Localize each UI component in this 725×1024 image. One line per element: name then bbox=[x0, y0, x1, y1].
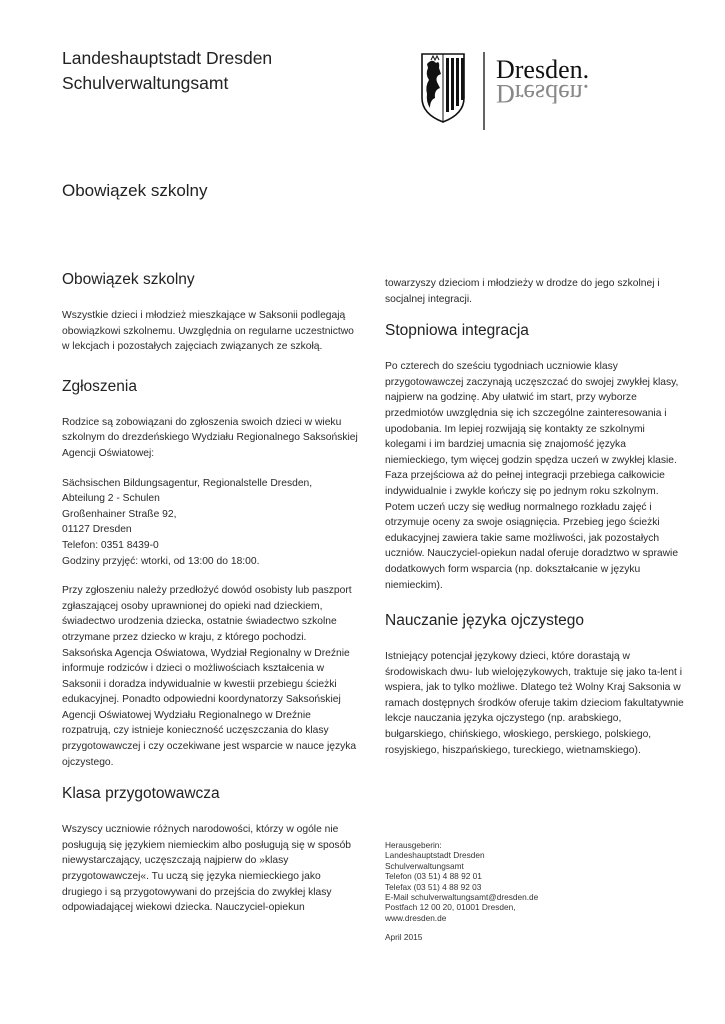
document-title: Obowiązek szkolny bbox=[62, 181, 208, 200]
address-line: Telefon: 0351 8439-0 bbox=[62, 539, 159, 551]
section-heading-klasa: Klasa przygotowawcza bbox=[62, 785, 220, 803]
address-line: Godziny przyjęć: wtorki, od 13:00 do 18:00. bbox=[62, 555, 260, 567]
paragraph: Wszystkie dzieci i młodzież mieszkające w Saksonii podlegają obowiązkowi szkolnemu. Uwzględnia on regularne uczestnictwo w lekcjach i pozostałych zajęciach związanych ze szkołą. bbox=[62, 310, 354, 353]
paragraph: Rodzice są zobowiązani do zgłoszenia swoich dzieci w wieku szkolnym do drezdeńskiego Wydziału Regionalnego Saksońskiej Agencji Oświatowej: bbox=[62, 416, 358, 459]
paragraph: Po czterech do sześciu tygodniach uczniowie klasy przygotowawczej zaczynają uczęszczać do swojej zwykłej klasy, najpierw na godzinę. Aby ułatwić im start, przy wyborze przedmiotów uwzględnia się ich szczególne zainteresowania i upodobania. Im lepiej rozwijają się kontakty ze szkolnymi kolegami i im bardziej umacnia się znajomość języka niemieckiego, tym więcej godzin spędza uczeń w zwykłej klasie. Faza przejściowa aż do pełnej integracji przebiega całkowicie indywidualnie i zwykle kończy się po jednym roku szkolnym. Potem uczeń uczy się według normalnego rozkładu zajęć i otrzymuje oceny za swoje osiągnięcia. Przebieg jego ścieżki edukacyjnej zawiera takie same możliwości, jak pozostałych uczniów. Nauczyciel-opiekun nadal oferuje doradztwo w sprawie dodatkowych form wsparcia (np. dokształcanie w języku niemieckim). bbox=[385, 361, 679, 591]
section-heading-jezyk: Nauczanie języka ojczystego bbox=[385, 612, 585, 630]
address-block bbox=[62, 476, 362, 570]
left-column bbox=[62, 270, 362, 930]
address-line: Großenhainer Straße 92, bbox=[62, 508, 177, 520]
imprint-line: Postfach 12 00 20, 01001 Dresden, bbox=[385, 902, 516, 913]
logo-wordmark: Dresden. bbox=[496, 55, 590, 84]
dresden-logo bbox=[418, 50, 618, 132]
address-line: Sächsischen Bildungsagentur, Regionalstelle Dresden, bbox=[62, 477, 313, 489]
paragraph: Przy zgłoszeniu należy przedłożyć dowód osobisty lub paszport zgłaszającej osoby uprawnionej do opieki nad dzieckiem, świadectwo urodzenia dziecka, ostatnie świadectwo szkolne otrzymane przez dziecko w kraju, z którego pochodzi. bbox=[62, 585, 352, 643]
imprint-line: Telefon (03 51) 4 88 92 01 bbox=[385, 871, 482, 882]
section-heading-obowiazek: Obowiązek szkolny bbox=[62, 271, 195, 288]
imprint-line: www.dresden.de bbox=[385, 912, 447, 923]
header-line-2: Schulverwaltungsamt bbox=[62, 73, 229, 93]
imprint bbox=[385, 840, 538, 923]
coat-of-arms-icon bbox=[422, 54, 464, 122]
header-line-1: Landeshauptstadt Dresden bbox=[62, 48, 273, 68]
logo-mirror-wordmark: Dresden. bbox=[496, 79, 590, 108]
paragraph: Wszyscy uczniowie różnych narodowości, którzy w ogóle nie posługują się językiem niemieckim albo posługują się w sposób niewystarczający, uczęszczają najpierw do »klasy przygotowawczej«. Tu uczą się języka niemieckiego jako drugiego i są przygotowywani do przejścia do zwykłej klasy odpowiadającej wiekowi dziecka. Nauczyciel-opiekun bbox=[62, 824, 352, 914]
imprint-line: Schulverwaltungsamt bbox=[385, 860, 464, 871]
address-line: Abteilung 2 - Schulen bbox=[62, 493, 160, 505]
paragraph: Istniejący potencjał językowy dzieci, które dorastają w środowiskach dwu- lub wielojęzykowych, traktuje się jako ta-lent i wspiera, jak to tylko możliwe. Dlatego też Wolny Kraj Saksonia w ramach dostępnych środków oferuje takim dzieciom fakultatywnie lekcje nauczania języka ojczystego (np. arabskiego, bułgarskiego, chińskiego, włoskiego, perskiego, polskiego, rosyjskiego, hiszpańskiego, tureckiego, wietnamskiego). bbox=[385, 651, 684, 756]
right-column bbox=[385, 276, 685, 772]
header-block bbox=[62, 46, 272, 96]
paragraph: towarzyszy dzieciom i młodzieży w drodze do jego szkolnej i socjalnej integracji. bbox=[385, 278, 660, 305]
imprint-line: E-Mail schulverwaltungsamt@dresden.de bbox=[385, 892, 539, 903]
imprint-line: Landeshauptstadt Dresden bbox=[385, 850, 485, 861]
paragraph: Saksońska Agencja Oświatowa, Wydział Regionalny w Dreźnie informuje rodziców i dzieci o możliwościach kształcenia w Saksonii i doradza indywidualnie w kwestii przebiegu ścieżki edukacyjnej. Ponadto odpowiedni koordynatorzy Saksońskiej Agencji Oświatowej Wydziału Regionalnego w Dreźnie rozpatrują, czy istnieje konieczność uczęszczania do klasy przygotowawczej i czy oczekiwane jest wsparcie w nauce języka ojczystego. bbox=[62, 647, 357, 768]
section-heading-zgloszenia: Zgłoszenia bbox=[62, 377, 137, 395]
address-line: 01127 Dresden bbox=[62, 524, 132, 536]
section-heading-integracja: Stopniowa integracja bbox=[385, 322, 529, 340]
imprint-line: Herausgeberin: bbox=[385, 840, 442, 850]
imprint-line: Telefax (03 51) 4 88 92 03 bbox=[385, 881, 482, 892]
publication-date: April 2015 bbox=[385, 932, 423, 942]
